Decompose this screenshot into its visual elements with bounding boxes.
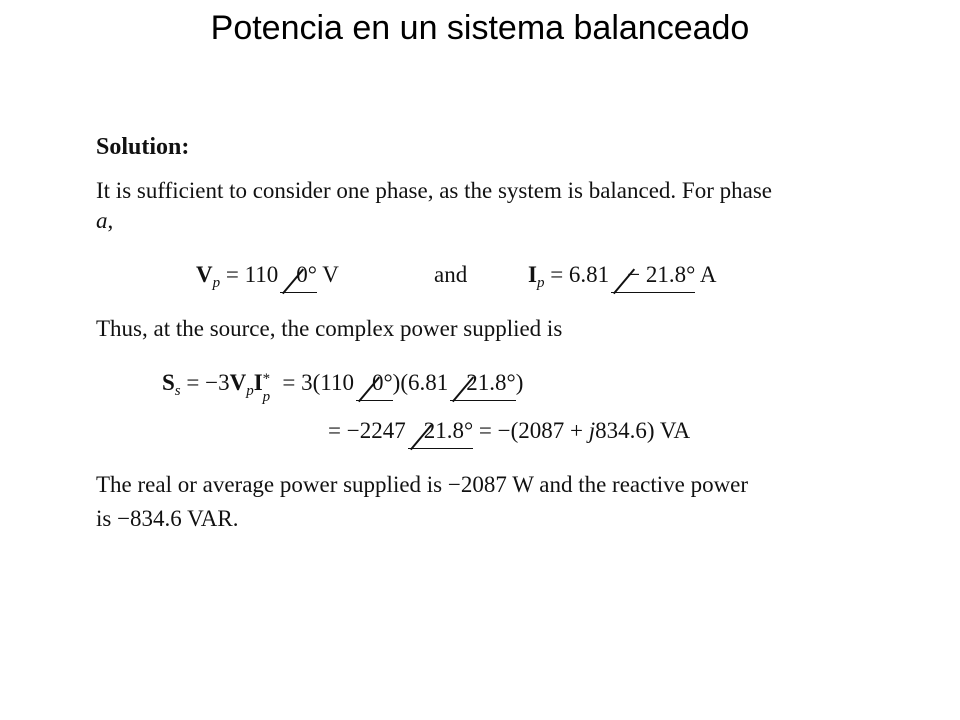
ss-symbol: S (162, 370, 175, 395)
i-subscript: p (262, 389, 271, 405)
solution-heading: Solution: (96, 134, 190, 160)
vp-symbol: V (196, 262, 213, 287)
ss-subscript: s (174, 383, 181, 399)
v-symbol: V (229, 370, 247, 395)
and-word: and (434, 262, 468, 287)
eq3-angle: 21.8° (408, 418, 473, 449)
ip-unit: A (695, 262, 717, 287)
result-line-1: The real or average power supplied is −2087 W and the reactive power (96, 472, 749, 497)
vp-magnitude: = 110 (220, 262, 279, 287)
vp-unit: V (316, 262, 339, 287)
ip-angle: − 21.8° (611, 262, 695, 293)
i-conjugate-sup: * (262, 371, 271, 387)
intro-line-2 (96, 208, 113, 234)
equation-ss (162, 370, 524, 405)
equation-ip (528, 262, 716, 293)
equation-result (328, 418, 690, 449)
eq3-part3: 834.6) VA (595, 418, 691, 443)
i-scripts (262, 371, 277, 405)
phase-variable: a (96, 208, 108, 233)
eq2-part2: )(6.81 (392, 370, 449, 395)
eq2-part3: ) (515, 370, 524, 395)
intro-comma: , (107, 208, 114, 233)
result-line-2: is −834.6 VAR. (96, 506, 239, 531)
i-symbol: I (253, 370, 263, 395)
intro-line-1: It is sufficient to consider one phase, as the system is balanced. For phase (96, 178, 772, 203)
ip-symbol: I (528, 262, 537, 287)
ip-magnitude: = 6.81 (544, 262, 610, 287)
thus-line: Thus, at the source, the complex power supplied is (96, 316, 563, 341)
ss-rhs-start: = −3 (180, 370, 230, 395)
eq2-part1: = 3(110 (276, 370, 354, 395)
eq2-angle-2: 21.8° (450, 370, 515, 401)
equation-vp (196, 262, 339, 293)
eq3-j: j (588, 418, 596, 443)
slide-title: Potencia en un sistema balanceado (210, 9, 750, 47)
ip-subscript: p (536, 275, 545, 291)
eq3-part2: = −(2087 + (473, 418, 589, 443)
eq3-part1: = −2247 (328, 418, 406, 443)
eq2-angle-1: 0° (356, 370, 393, 401)
vp-angle: 0° (280, 262, 317, 293)
v-subscript: p (246, 383, 254, 399)
vp-subscript: p (212, 275, 221, 291)
